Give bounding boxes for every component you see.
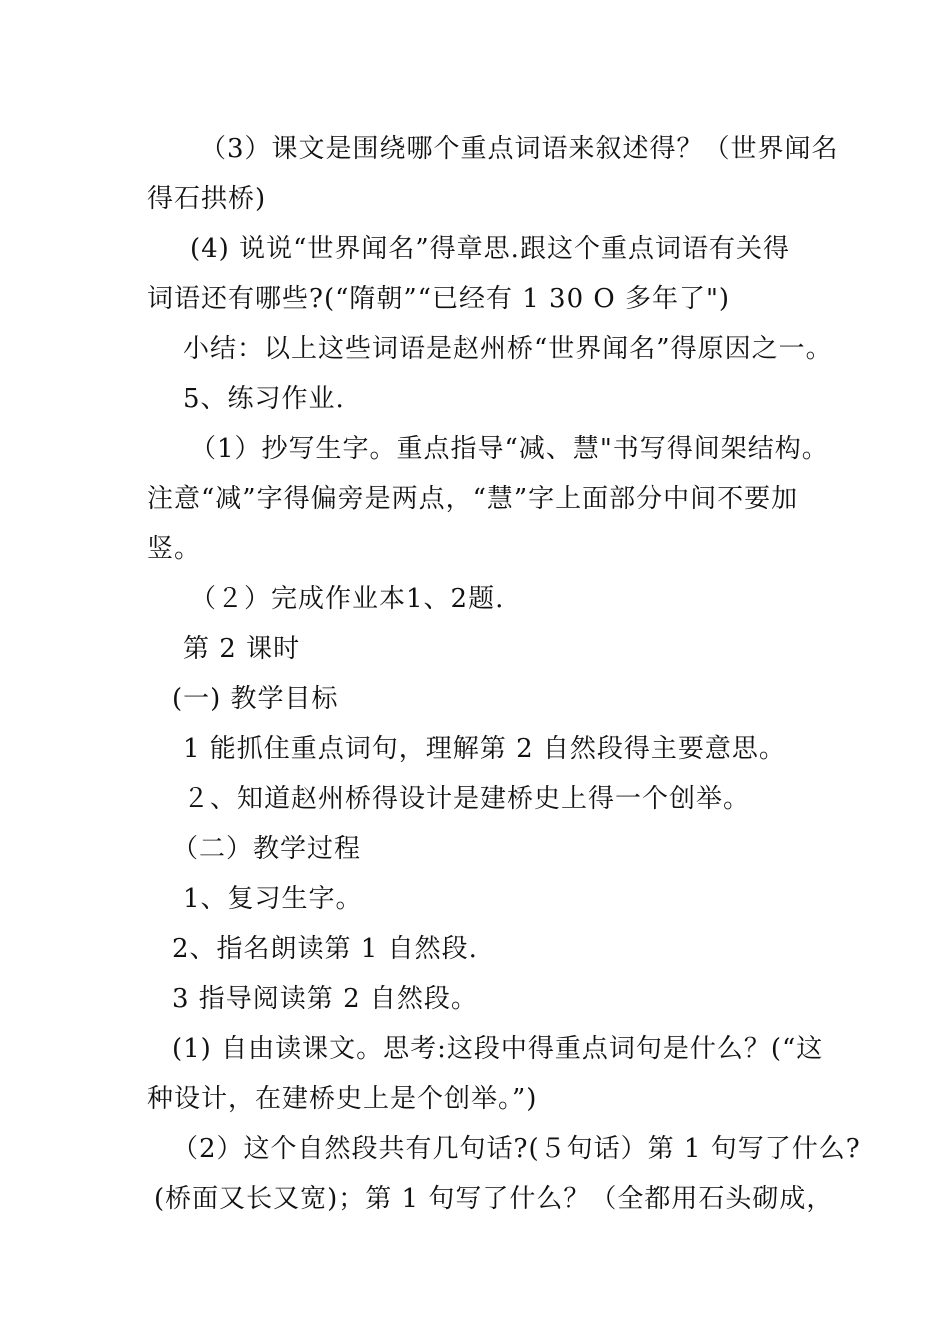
text-line-16: 1、复习生字。 (183, 884, 363, 914)
text-line-15: （二）教学过程 (172, 834, 362, 864)
text-line-12: (一) 教学目标 (172, 684, 339, 714)
text-line-5: 小结：以上这些词语是赵州桥“世界闻名”得原因之一。 (183, 334, 833, 364)
text-line-14: ２、知道赵州桥得设计是建桥史上得一个创举。 (183, 784, 751, 814)
text-line-4: 词语还有哪些?(“隋朝”“已经有 1 30 O 多年了") (147, 284, 731, 314)
text-line-3: (4) 说说“世界闻名”得章思.跟这个重点词语有关得 (190, 234, 790, 264)
text-line-6: 5、练习作业. (183, 384, 345, 414)
text-line-8: 注意“减”字得偏旁是两点，“慧”字上面部分中间不要加 (147, 484, 799, 514)
text-line-19: (1) 自由读课文。思考:这段中得重点词句是什么？(“这 (172, 1034, 824, 1064)
text-line-13: 1 能抓住重点词句，理解第 2 自然段得主要意思。 (183, 734, 786, 764)
text-line-22: (桥面又长又宽)；第 1 句写了什么？（全都用石头砌成， (154, 1184, 834, 1214)
text-line-1: （3）课文是围绕哪个重点词语来叙述得？（世界闻名 (200, 134, 839, 164)
text-line-10: （２）完成作业本1、2题. (190, 584, 505, 614)
text-line-20: 种设计，在建桥史上是个创举。”) (147, 1084, 538, 1114)
text-line-7: （1）抄写生字。重点指导“减、慧"书写得间架结构。 (190, 434, 829, 464)
text-line-17: 2、指名朗读第 1 自然段. (172, 934, 478, 964)
text-line-9: 竖。 (147, 534, 202, 564)
text-line-21: （2）这个自然段共有几句话?(５句话）第 1 句写了什么? (172, 1134, 861, 1164)
text-line-2: 得石拱桥) (147, 184, 267, 214)
text-line-11: 第 2 课时 (183, 634, 301, 664)
text-line-18: 3 指导阅读第 2 自然段。 (172, 984, 478, 1014)
